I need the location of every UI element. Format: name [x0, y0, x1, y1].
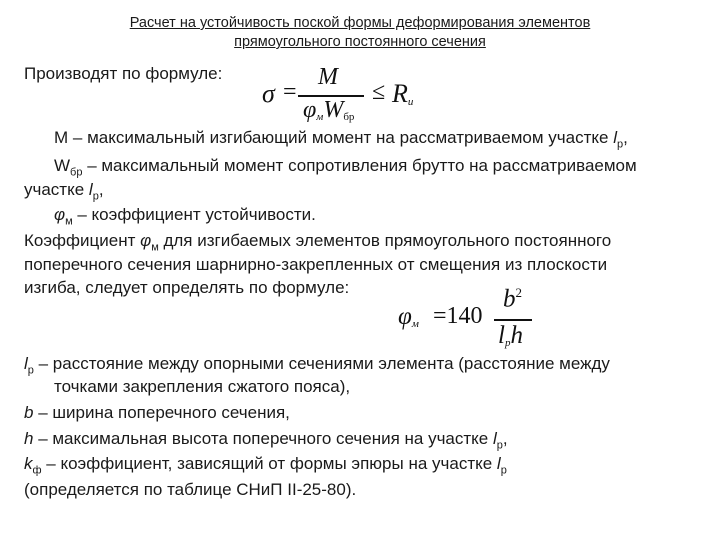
formula1-numerator: M [318, 64, 338, 90]
formula1-phi: φ [303, 97, 317, 123]
def-m [54, 127, 628, 155]
def-b-symbol: b [24, 403, 34, 422]
formula2-numerator [503, 285, 522, 313]
para-line-3: изгиба, следует определять по формуле: [24, 278, 350, 297]
para-phi-symbol: φ [140, 231, 152, 250]
def-h-symbol: h [24, 429, 34, 448]
def-lr-text: – расстояние между опорными сечениями элемента (расстояние между [33, 354, 610, 373]
def-w-sub: бр [70, 166, 83, 179]
def-w-cont-tail: , [98, 180, 104, 199]
formula2-b-sup: 2 [515, 285, 522, 300]
formula1-r-sub: и [407, 96, 414, 108]
def-kf-symbol: k [24, 454, 33, 473]
para-line-2: поперечного сечения шарнирно-закрепленных от смещения из плоскости [24, 255, 608, 274]
def-lr-sub: р [27, 364, 34, 377]
def-phi [54, 204, 316, 232]
def-phi-text: – коэффициент устойчивости. [72, 205, 316, 224]
title-line-2: прямоугольного постоянного сечения [234, 34, 486, 50]
def-m-tail: , [623, 128, 628, 147]
intro-text: Производят по формуле: [24, 64, 223, 83]
formula2-l-sub: р [504, 337, 511, 349]
formula2-phi-symbol: φ [398, 303, 412, 330]
formula2-fraction-bar [494, 319, 532, 321]
def-kf-l-sub: р [500, 464, 507, 477]
formula2-b: b [503, 285, 516, 313]
def-m-l-symbol: l [613, 128, 617, 147]
def-b [24, 402, 290, 424]
def-kf-sub: ф [32, 464, 42, 477]
def-w-text: – максимальный момент сопротивления брутто на рассматриваемом [82, 156, 637, 175]
formula1-r-symbol: R [392, 79, 408, 108]
def-lr-symbol: l [24, 354, 28, 373]
def-b-text: – ширина поперечного сечения, [33, 403, 290, 422]
def-w-symbol: W [54, 156, 71, 175]
para-phi-sub: м [151, 241, 159, 254]
def-m-l-sub: р [616, 138, 624, 151]
def-phi-symbol: φ [54, 205, 66, 224]
def-w-l-symbol: l [88, 180, 93, 199]
def-h-l-symbol: l [492, 429, 497, 448]
formula2-coef: 140 [446, 303, 483, 329]
formula2-l: l [498, 322, 505, 349]
def-w [54, 155, 637, 183]
formula2-denominator [498, 322, 523, 350]
def-m-symbol: М [54, 128, 69, 147]
formula1-w: W [323, 97, 344, 123]
def-lr-cont: точками закрепления сжатого пояса), [54, 377, 351, 396]
formula1-w-sub: бр [343, 111, 355, 123]
formula2-eq-coef [433, 303, 483, 330]
formula1-equals: = [283, 79, 297, 105]
formula2-h: h [510, 322, 523, 349]
formula1-le: ≤ [372, 79, 386, 105]
formula2-phi-sub: м [411, 318, 419, 330]
formula1-denominator [303, 97, 354, 124]
def-h-l-sub: р [496, 439, 503, 452]
formula1-phi-sub: м [316, 111, 324, 123]
def-h-tail: , [502, 429, 508, 448]
formula1-sigma: σ [262, 79, 275, 108]
formula1-r [392, 79, 413, 109]
formula2-equals: = [433, 303, 447, 329]
def-kf-cont: (определяется по таблице СНиП II-25-80). [24, 480, 357, 499]
title-line-1: Расчет на устойчивость поской формы деформирования элементов [129, 15, 591, 31]
def-w-l-sub: р [92, 190, 99, 203]
def-kf-text: – коэффициент, зависящий от формы эпюры на участке [41, 454, 497, 473]
def-kf-l-symbol: l [496, 454, 501, 473]
para-line-1-a: Коэффициент [24, 231, 141, 250]
def-w-cont-text: участке [24, 180, 89, 199]
def-m-text: – максимальный изгибающий момент на рассматриваемом участке [68, 128, 614, 147]
slide-title [60, 14, 660, 52]
para-line-1-b: для изгибаемых элементов прямоугольного постоянного [158, 231, 612, 250]
def-kf [24, 453, 507, 481]
def-h-text: – максимальная высота поперечного сечения на участке [33, 429, 493, 448]
def-phi-sub: м [65, 215, 73, 228]
formula2-phi [398, 303, 419, 331]
